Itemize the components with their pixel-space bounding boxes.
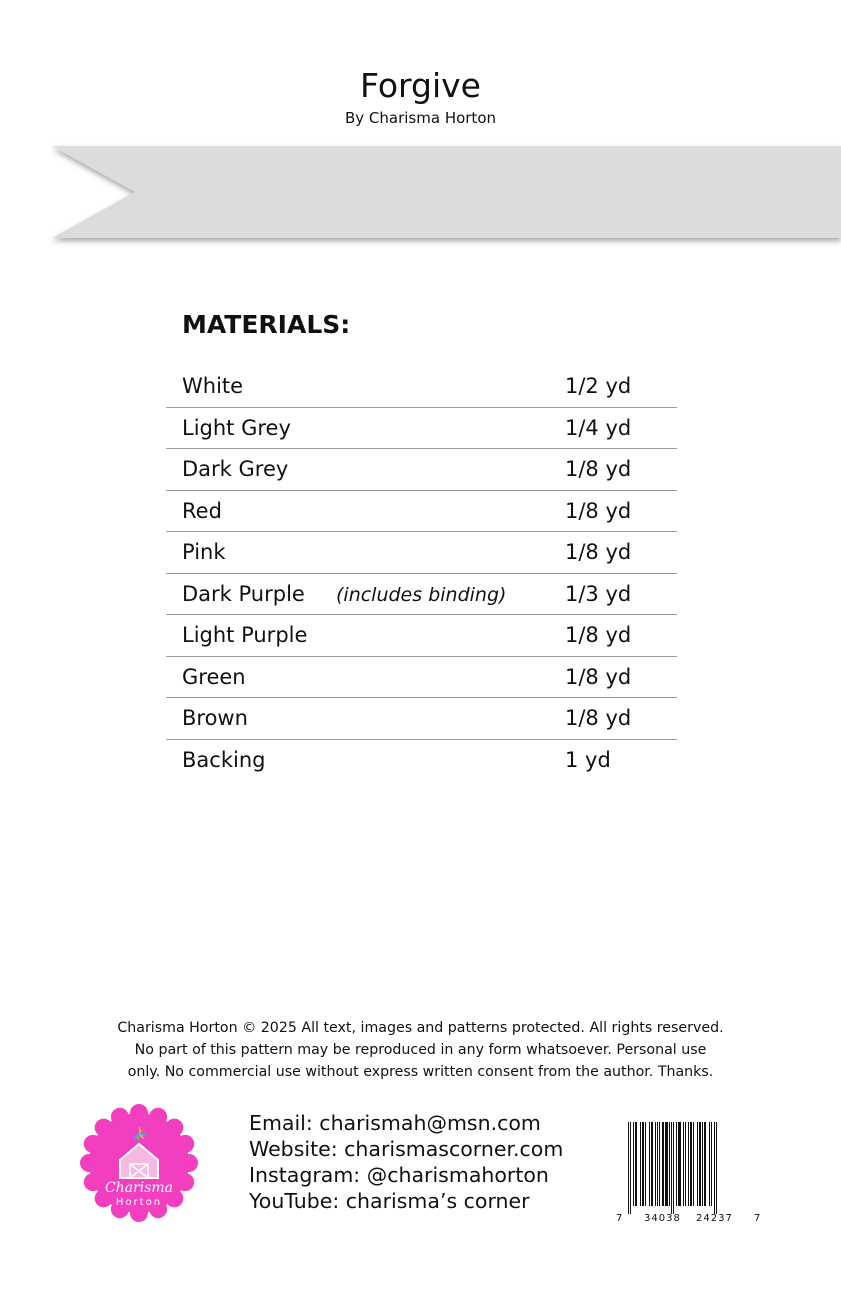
barcode-bar — [685, 1122, 686, 1206]
logo-name: Charisma — [104, 1180, 174, 1196]
upc-barcode — [614, 1122, 764, 1228]
material-name: Backing — [182, 747, 266, 772]
barcode-bar — [699, 1122, 701, 1206]
barcode-left-group: 34038 — [644, 1213, 681, 1224]
barcode-bar — [714, 1122, 715, 1214]
contact-email: Email: charismah@msn.com — [249, 1111, 541, 1135]
author-byline: By Charisma Horton — [344, 109, 497, 127]
material-qty: 1/8 yd — [565, 706, 632, 730]
material-qty: 1/3 yd — [565, 581, 632, 606]
material-qty: 1 yd — [565, 747, 611, 772]
barcode-bar — [693, 1122, 694, 1206]
material-row-pink — [166, 532, 677, 574]
material-name: Brown — [182, 706, 248, 730]
material-name: Dark Purple — [182, 581, 305, 606]
material-note: (includes binding) — [336, 583, 507, 606]
material-row-backing — [166, 740, 677, 781]
material-row-white — [166, 366, 677, 408]
copyright-line: No part of this pattern may be reproduced in any form whatsoever. Personal use — [134, 1042, 707, 1058]
material-name: Light Purple — [182, 623, 308, 647]
barcode-bar — [697, 1122, 698, 1206]
material-name: Pink — [182, 540, 226, 564]
material-qty: 1/8 yd — [565, 540, 632, 564]
material-name: Dark Grey — [182, 457, 289, 481]
contact-instagram: Instagram: @charismahorton — [249, 1163, 549, 1187]
barcode-bar — [709, 1122, 710, 1206]
barcode-bar — [633, 1122, 634, 1206]
barcode-bar — [655, 1122, 656, 1206]
material-qty: 1/4 yd — [565, 415, 632, 440]
barcode-bar — [630, 1122, 631, 1214]
charisma-horton-logo — [80, 1104, 198, 1222]
material-name: Green — [182, 664, 246, 689]
material-row-green — [166, 657, 677, 699]
barcode-bars — [614, 1122, 764, 1214]
barcode-bar — [659, 1122, 660, 1206]
barcode-bar — [645, 1122, 646, 1206]
material-row-red — [166, 491, 677, 533]
material-row-light-purple — [166, 615, 677, 657]
material-qty: 1/2 yd — [565, 374, 632, 398]
barcode-bar — [711, 1122, 712, 1206]
material-row-dark-purple — [166, 574, 677, 616]
barcode-bar — [671, 1122, 672, 1214]
barcode-bar — [678, 1122, 681, 1206]
material-name: Light Grey — [182, 415, 291, 440]
barcode-bar — [676, 1122, 677, 1206]
grey-ribbon-banner — [0, 140, 841, 250]
copyright-line: Charisma Horton © 2025 All text, images and patterns protected. All rights reserved. — [117, 1020, 724, 1036]
contact-youtube: YouTube: charisma’s corner — [249, 1189, 530, 1213]
barcode-last-digit: 7 — [754, 1213, 761, 1224]
pattern-title: Forgive — [360, 66, 481, 105]
material-name: Red — [182, 498, 222, 523]
logo-subname: Horton — [115, 1197, 163, 1208]
barcode-bar — [628, 1122, 629, 1214]
barcode-bar — [673, 1122, 674, 1214]
barcode-bar — [651, 1122, 653, 1206]
barcode-bar — [657, 1122, 658, 1206]
contact-website: Website: charismascorner.com — [249, 1137, 564, 1161]
material-qty: 1/8 yd — [565, 664, 632, 689]
barcode-bar — [635, 1122, 637, 1206]
barcode-bar — [688, 1122, 689, 1206]
material-row-light-grey — [166, 408, 677, 450]
material-qty: 1/8 yd — [565, 457, 632, 481]
copyright-line: only. No commercial use without express written consent from the author. Thanks. — [127, 1064, 714, 1080]
material-qty: 1/8 yd — [565, 498, 632, 523]
copyright-notice — [100, 1017, 741, 1083]
material-name: White — [182, 374, 244, 398]
barcode-bar — [640, 1122, 641, 1206]
barcode-bar — [690, 1122, 692, 1206]
barcode-bar — [669, 1122, 670, 1206]
materials-table — [166, 366, 677, 780]
barcode-bar — [704, 1122, 706, 1206]
barcode-bar — [665, 1122, 668, 1206]
barcode-bar — [683, 1122, 684, 1206]
barcode-first-digit: 7 — [616, 1213, 623, 1224]
barcode-bar — [649, 1122, 650, 1206]
barcode-bar — [702, 1122, 703, 1206]
barcode-bar — [662, 1122, 664, 1206]
contact-info — [249, 1110, 563, 1214]
materials-heading: MATERIALS: — [182, 310, 351, 339]
barcode-bar — [716, 1122, 717, 1214]
barcode-bar — [642, 1122, 644, 1206]
material-row-dark-grey — [166, 449, 677, 491]
material-qty: 1/8 yd — [565, 623, 632, 647]
material-row-brown — [166, 698, 677, 740]
barcode-right-group: 24237 — [696, 1213, 733, 1224]
